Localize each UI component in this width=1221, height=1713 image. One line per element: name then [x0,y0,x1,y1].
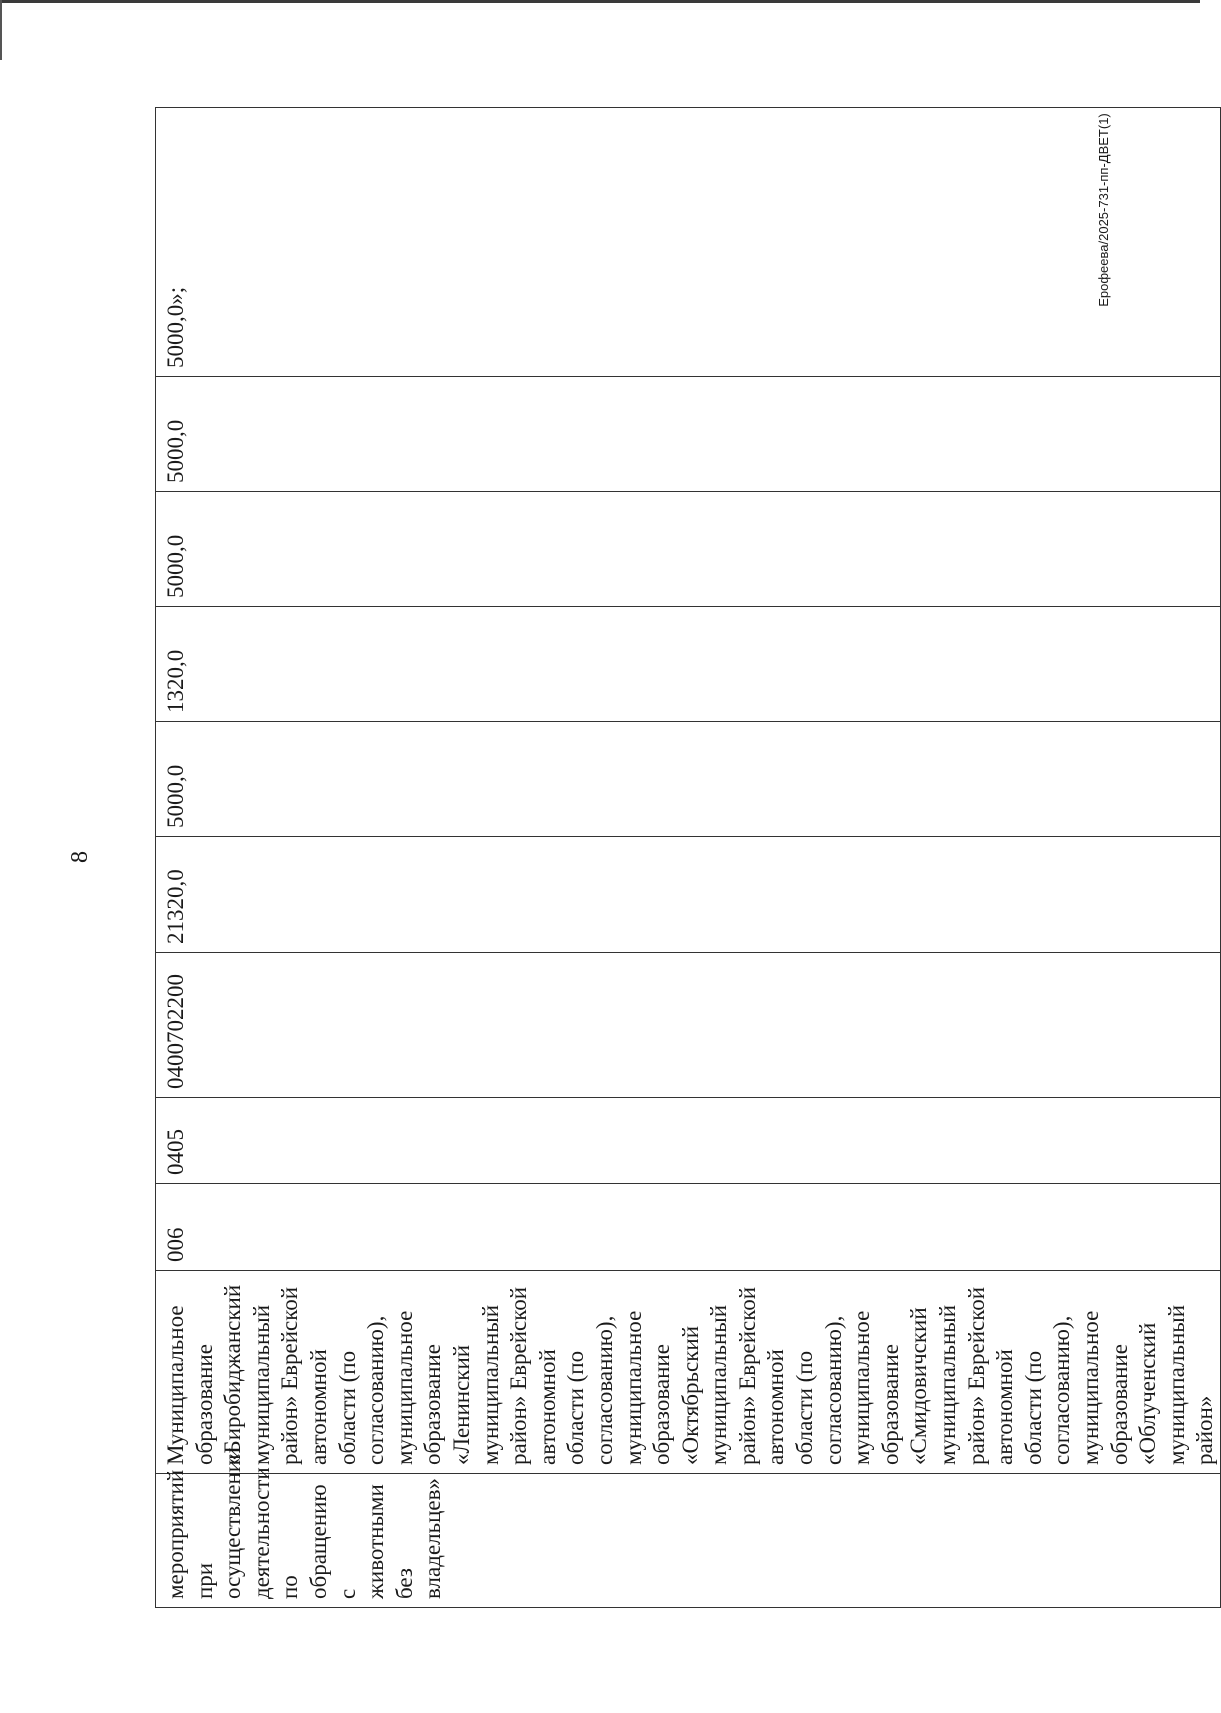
year3-cell: 5000,0 [156,492,1221,607]
year5-cell: 5000,0»; [156,108,1221,377]
scan-edge-left [0,0,2,60]
executor-cell: Муниципальное образование «Биробиджанский муниципальный район» Еврейской автономной области (по согласованию), муниципальное образование «Ленинский муниципальный район» Еврейской автономной области (по согласованию), муниципальное образование «Октябрьский муниципальный район» Еврейской автономной области (по согласованию), муниципальное образование «Смидовичский муниципальный район» Еврейской автономной области (по согласованию), муниципальное образование «Облученский муниципальный район» [156,1271,1221,1474]
total-cell: 21320,0 [156,837,1221,953]
year1-cell: 5000,0 [156,722,1221,837]
rzpr-cell: 0405 [156,1098,1221,1184]
document-stamp: Ерофеева/2025-731-пп-ДВЕТ(1) [1096,113,1111,307]
csr-cell: 0400702200 [156,953,1221,1098]
page-number: 8 [67,851,93,863]
event-cell: мероприятий при осуществлении деятельности по обращению с животными без владельцев» [156,1474,1221,1608]
budget-table [155,107,1221,1608]
table-row [156,108,1221,1608]
scan-edge-top [0,0,1200,3]
year2-cell: 1320,0 [156,607,1221,722]
year4-cell: 5000,0 [156,377,1221,492]
grbs-cell: 006 [156,1184,1221,1271]
